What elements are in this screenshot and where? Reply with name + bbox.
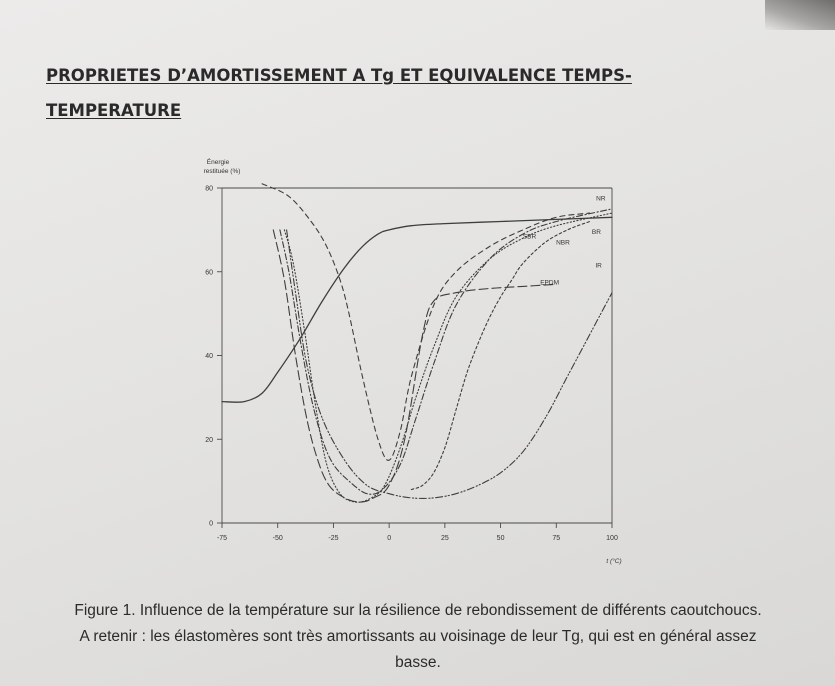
x-axis-label: t (°C): [606, 558, 622, 565]
y-tick-label: 40: [205, 353, 213, 360]
chart-series: [222, 184, 612, 502]
figure-caption: [18, 598, 818, 676]
y-tick-label: 60: [205, 269, 213, 277]
curve-label-nr: NR: [596, 195, 606, 203]
x-tick-label: 75: [552, 535, 561, 542]
chart-labels: [523, 196, 606, 287]
curve-label-ir: IR: [595, 262, 602, 270]
caption-line-3: basse.: [395, 654, 441, 671]
series-line-sbr: [262, 184, 590, 461]
y-tick-label: 0: [209, 520, 213, 528]
caption-line-2: A retenir : les élastomères sont très amortissants au voisinage de leur Tg, qui est en général assez: [79, 628, 757, 645]
y-tick-label: 20: [205, 436, 213, 444]
x-tick-label: 0: [387, 535, 392, 542]
y-axis-label-line-2: restituée (%): [203, 168, 241, 175]
heading-line-2: TEMPERATURE: [46, 101, 182, 120]
x-tick-label: 25: [440, 535, 449, 542]
x-tick-label: 100: [606, 535, 618, 542]
x-tick-label: -50: [272, 535, 283, 542]
series-line-iir: [287, 230, 612, 499]
chart-axes: [204, 157, 622, 565]
y-axis-label-line-1: Énergie: [206, 159, 230, 166]
curve-label-nbr: NBR: [556, 239, 570, 247]
x-tick-label: 50: [496, 535, 505, 542]
series-line-nr: [222, 217, 612, 402]
heading-line-1: PROPRIETES D’AMORTISSEMENT A Tg ET EQUIVALENCE TEMPS-: [46, 66, 632, 85]
caption-line-1: Figure 1. Influence de la température sur la résilience de rebondissement de différents caoutchoucs.: [74, 602, 762, 619]
x-tick-label: -25: [328, 535, 339, 542]
y-tick-label: 80: [205, 185, 213, 193]
series-line-7: [411, 222, 589, 490]
curve-label-br: BR: [591, 229, 601, 237]
curve-label-sbr: SBR: [522, 233, 537, 241]
series-line-nbr: [284, 213, 612, 502]
x-tick-label: -75: [216, 535, 228, 542]
curve-label-epdm: EPDM: [540, 279, 559, 287]
